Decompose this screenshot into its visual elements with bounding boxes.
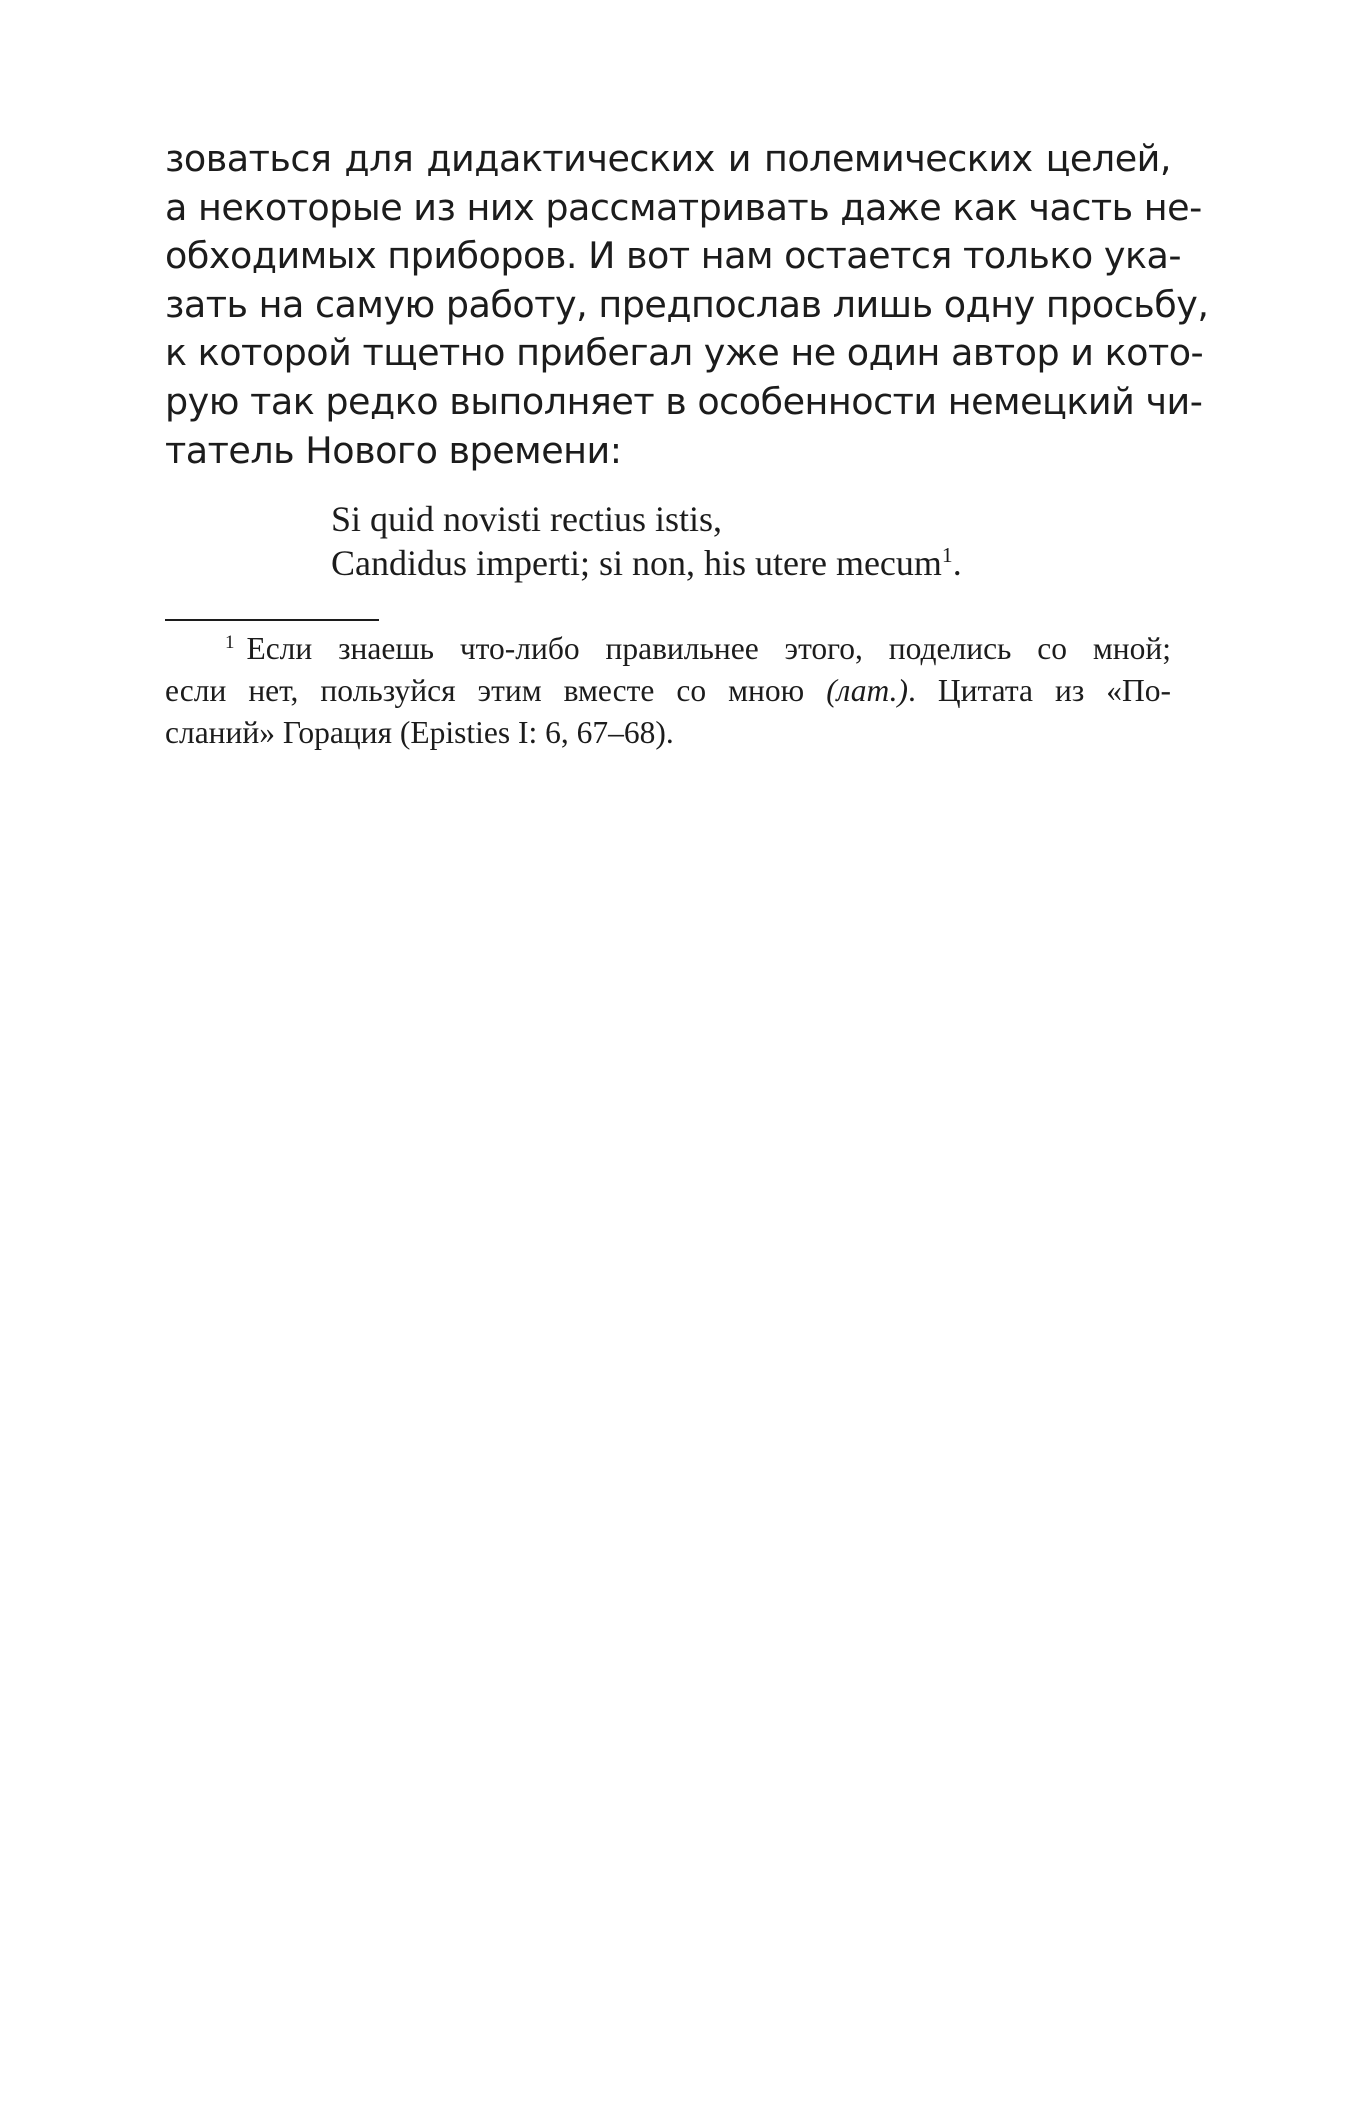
latin-quote [331,497,962,585]
footnote-language-note: (лат.) [826,673,909,708]
footnote-text: если нет, пользуйся этим вместе со мною [165,673,827,708]
quote-line [331,541,962,585]
paragraph-line: татель Нового времени: [165,428,622,472]
footnote-reference: 1 [941,543,953,567]
main-paragraph [165,135,1209,475]
footnote-line: сланий» Горация (Episties I: 6, 67–68). [165,715,674,750]
paragraph-line: а некоторые из них рассматривать даже как часть не- [165,185,1202,229]
quote-text: Candidus imperti; si non, his utere mecum [331,543,942,583]
paragraph-line: рую так редко выполняет в особенности немецкий чи- [165,379,1203,423]
paragraph-line: к которой тщетно прибегал уже не один автор и кото- [165,331,1204,375]
quote-line: Si quid novisti rectius istis, [331,499,723,539]
footnote [165,628,1171,754]
footnote-number: 1 [225,631,235,653]
footnote-separator [165,619,379,621]
paragraph-line: зать на самую работу, предпослав лишь одну просьбу, [165,282,1209,326]
paragraph-line: зоваться для дидактических и полемических целей, [165,137,1171,180]
quote-end: . [952,543,962,583]
footnote-text: . Цитата из «По- [908,673,1172,708]
paragraph-line: обходимых приборов. И вот нам остается только ука- [165,234,1182,278]
footnote-line [165,670,1171,712]
footnote-text: Если знаешь что-либо правильнее этого, поделись со мной; [246,631,1171,666]
footnote-line [165,628,1171,670]
